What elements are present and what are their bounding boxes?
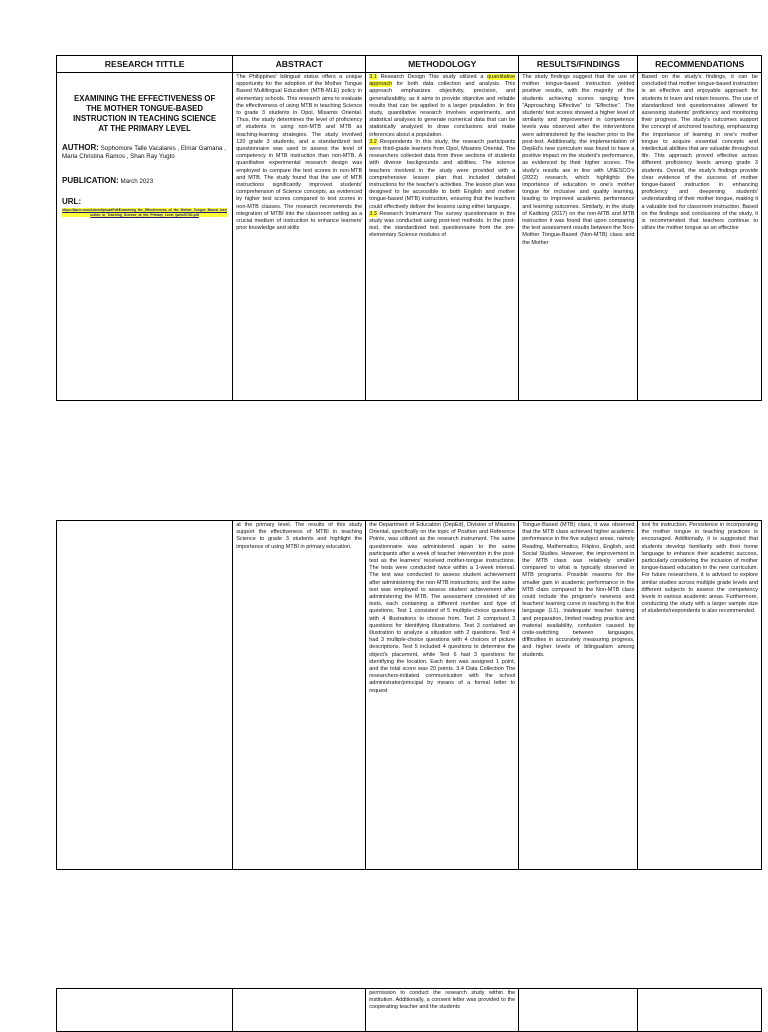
source-url-link[interactable]: https://ijarie.com/AdminUploadPdf/Examining_the_Effectiveness_of_the_Mother_Tongue_Based_Instruction_in_Teaching_Science_at_the_Primary_Level_ijarie20761.pdf [62,208,228,217]
header-row [57,56,762,73]
research-title-cell [57,73,233,401]
methodology-research-design [369,74,515,139]
section-number-3-1: 3.1 [369,74,377,80]
respondents-text: Respondents In this study, the research participants were third-grade learners from Opol, Misamis Oriental. The researchers collected data from three sections of students with diverse backgrounds and abilities. The science teachers involved in the study were provided with a comprehensive lesson plan that included detailed instructions for the teacher's activities. The lesson plan was designed to be accessible to both English and mother tongue-based (MTB) instruction, ensuring that the teachers could effectively deliver the lessons using either language. [369,138,516,210]
header-recommendations: RECOMMENDATIONS [638,56,762,73]
author-names: Sophomore Talle Vacalares , Elmar Gamana , Maria Christina Ramos , Shan Ray Yugto [62,145,226,160]
abstract-cell-empty [233,989,366,1032]
study-row [57,73,762,401]
methodology-text-continued: permission to conduct the research study within the institution. Additionally, a consent letter was provided to the cooperating teacher and the students [369,990,516,1011]
url-label: URL: [62,197,82,206]
author-label: AUTHOR: [62,143,99,152]
review-table-page-1 [56,55,762,401]
recommendations-cell [638,521,762,870]
methodology-cell [366,521,519,870]
abstract-text-continued: at the primary level. The results of this study support the effectiveness of MTBI in teaching Science to grade 3 students and highlight the importance of using MTBI in primary education. [236,522,363,550]
results-cell [519,521,638,870]
methodology-text-continued: the Department of Education (DepEd), Division of Misamis Oriental, specifically on the topic of Position and Reference Points, was utilized as the research instrument. The same questionnaire was administered again to the same participants after a week of teacher intervention in the post-test as the learners' received mother-tongue instructions. The tests were conducted twice within a 1-week interval. The test was conducted to assess student achievement after administering the non-MTB instructions, and the same test was employed to assess student achievement after administering the MTB. The assessment consisted of six tests, each containing a different number and type of questions. Test 1 consisted of 5 multiple-choice questions with 4 illustrations to choose from. Test 2 comprised 3 questions for identifying illustrations. Test 3 contained an illustration to analyze a situation with 2 questions. Test 4 had 3 multiple-choice questions with 4 choices of picture descriptions. Test 5 included 4 questions to determine the object's placement, while Test 6 had 3 questions for identifying the location. Each item was assigned 1 point, and the total score was 20 points. 3.4 Data Collection The researchers-initiated communication with the school administrator/principal by means of a formal letter to request [369,522,516,694]
author-line [62,144,227,161]
continuation-row [57,521,762,870]
header-results: RESULTS/FINDINGS [519,56,638,73]
review-table-page-3 [56,988,762,1032]
highlighted-phrase: quantitative approach [369,74,516,88]
header-abstract: ABSTRACT [233,56,366,73]
publication-line [62,177,227,186]
publication-label: PUBLICATION: [62,176,119,185]
research-design-text: Research Design This study utilized a [376,74,488,80]
research-title-cell-empty [57,521,233,870]
header-research-title: RESEARCH TITTLE [57,56,233,73]
methodology-respondents [369,139,515,211]
review-table-page-2 [56,520,762,870]
results-text-continued: Tongue-Based (MTB) class, it was observed that the MTB class achieved higher academic performance in the five subject areas, namely Reading, Mathematics, Filipino, English, and Social Studies. However, the improvement in the MTB class was relatively smaller compared to what is typically observed in MTB programs. Possible reasons for the smaller gain in academic performance in the MTB class compared to the Non-MTB class could include the program's newness and teachers' learning curve in teaching in the first language (L1), inadequate teacher training and preparation, limited reading practice and material availability, confusion caused by code-switching between languages, difficulties in accurately measuring progress, and higher levels of bilingualism among students. [522,522,635,658]
research-design-rest: for both data collection and analysis. This approach emphasizes objectivity, precision, and generalizability, as it aims to provide objective and reliable results that can be applied to a larger population. In this study, quantitative research involves experiments, and statistical analyses to generate numerical data that can be statistically analyzed to draw conclusions and make inferences about a population. [369,81,516,138]
results-cell [519,73,638,401]
recommendations-text: Based on the study's findings, it can be concluded that mother tongue-based instruction is an effective and enjoyable approach for students to learn and retain lessons. The use of standardized test questionnaires allowed for assessing students' proficiency and monitoring their progress. The study's outcomes support the concept of anchored teaching, emphasizing the importance of learning in one's mother tongue to acquire essential concepts and intellectual abilities that are valuable throughout life. This approach proved effective across different proficiency levels among grade 3 students. Overall, the study's findings provide clear evidence of the success of mother tongue-based instruction in enhancing proficiency and deepening students' understanding of their mother tongue, making it a valuable tool for classroom instruction. Based on the findings and conclusions of the study, it is recommended that teachers continue to utilize the mother tongue as an effective [641,74,758,232]
recommendations-cell-empty [638,989,762,1032]
header-methodology: METHODOLOGY [366,56,519,73]
continuation-row [57,989,762,1032]
abstract-cell [233,521,366,870]
results-text: The study findings suggest that the use of mother tongue-based instruction yielded positive results, with the majority of the students achieving scores ranging from "Approaching Effective" to "Effective". The students' test scores showed a higher level of similarity and improvement in competence levels was observed after the interventions were administered by the teacher prior to the post-test. Additionally, the implementation of DepEd's new curriculum was found to have a positive impact on the student's performance, as evidenced by their higher scores. The study's results are in line with UNESCO's (2022) research, which highlights the importance of education in one's mother tongue for inclusive and quality learning, leading to improved academic performance and learning outcomes. Similarly, in the study of Kadtong (2017) on the non-MTB and MTB instruction it was found that upon comparing the test assessment results between the Non-Mother Tongue-Based (Non-MTB) class and the Mother [522,74,635,246]
results-cell-empty [519,989,638,1032]
recommendations-cell [638,73,762,401]
section-number-3-3: 3.3 [369,210,377,217]
recommendations-text-continued: tool for instruction. Persistence in incorporating the mother tongue in teaching practices is encouraged. Additionally, it is suggested that students develop familiarity with their home language to enhance their academic success, particularly considering the inclusion of mother tongue-based education in the new curriculum. For future researchers, it is advised to explore similar studies across multiple grade levels and different subjects to assess the competency levels in various academic areas. Furthermore, conducting the study with a larger sample size of students/respondents is also recommended. [641,522,758,615]
research-title-cell-empty [57,989,233,1032]
publication-date: March 2023 [120,178,154,185]
instrument-text: Research Instrument The survey questionnaire in this study was conducted using post-test methods. In the post-test, the standardized test questionnaire from the pre-elementary Science modules of [369,210,516,239]
section-number-3-2: 3.2 [369,138,377,145]
abstract-text: The Philippines' bilingual status offers a unique opportunity for the adoption of the Mother Tongue Based Multilingual Education (MTB-MLE) policy in elementary schools. This research aims to evaluate the effectiveness of using MTB in teaching Science to grade 3 students in Opol, Misamis Oriental. Thus, the study determines the level of proficiency of students in using non-MTB and MTB as teaching-learning strategies. The study involved 120 grade 3 students, and a standardized test questionnaire was used to assess the level of competency in MTB instruction than non-MTB. A quantitative experimental research design was employed to compare the test scores in non-MTB and MTB. The study found that the use of MTB instructions significantly improved students' comprehension of Science concepts, as evidenced by higher test scores compared to test scores in non-MTB classes. The research recommends the integration of MTBI into the classroom setting as a crucial medium of instruction to enhance learners' prior knowledge and skills [236,74,363,232]
methodology-instrument [369,211,515,240]
abstract-cell [233,73,366,401]
study-title: EXAMINING THE EFFECTIVENESS OF THE MOTHER TONGUE-BASED INSTRUCTION IN TEACHING SCIENCE AT THE PRIMARY LEVEL [73,94,217,133]
methodology-cell [366,989,519,1032]
methodology-cell [366,73,519,401]
